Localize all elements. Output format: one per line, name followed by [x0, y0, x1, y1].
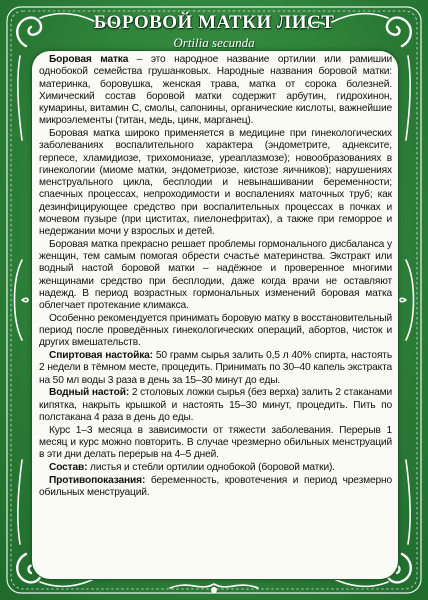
paragraph-lead: Спиртовая настойка:	[49, 350, 153, 361]
paragraph-text: Боровая матка широко применяется в медицине при гинекологических заболеваниях воспалительного характера (эндометрите, аднексите, герпесе, хламидиозе, трихомониазе, уреаплазмозе); новообразованиях в гинекологии (миоме матки, эндометриозе, кистозе яичников); нарушениях менструального цикла, бесплодии и невынашивании беременности; спаечных процессах, непроходимости и воспалениях маточных труб; как дезинфицирующее средство при воспалительных процессах в почках и мочевом пузыре (при циститах, пиелонефритах), а также при геморрое и недержании мочи у взрослых и детей.	[39, 128, 392, 237]
paragraph-text: листья и стебли ортилии однобокой (боровой матки).	[87, 461, 335, 473]
paragraph-composition	[39, 462, 392, 474]
latin-name: Ortilia secunda	[173, 35, 255, 50]
paragraph-text: Боровая матка прекрасно решает проблемы гормонального дисбаланса у женщин, тем самым помогая обрести счастье материнства. Экстракт или водный настой боровой матки – надёжное и проверенное многими женщинами средство при бесплодии, даже когда врачи не оставляют надежд. В период возрастных гормональных изменений боровая матка облегчает протекание климакса.	[39, 238, 392, 311]
paragraph-text: 50 грамм сырья залить 0,5 л 40% спирта, настоять 2 недели в тёмном месте, процедить. Принимать по 30–40 капель экстракта на 50 мл воды 3 раза в день за 15–30 минут до еды.	[39, 350, 392, 386]
paragraph-text: 2 столовых ложки сырья (без верха) залить 2 стаканами кипятка, накрыть крышкой и настоять 15–30 минут, процедить. Пить по полстакана 4 раза в день до еды.	[39, 387, 392, 423]
paragraph-course	[39, 425, 392, 462]
paragraph-lead: Противопоказания:	[49, 474, 146, 486]
paragraph-lead: Боровая матка	[49, 54, 129, 65]
article-body	[39, 54, 392, 500]
paragraph-text: Курс 1–3 месяца в зависимости от тяжести заболевания. Перерыв 1 месяц и курс можно повторить. В случае чрезмерно обильных менструаций в эти дни делать перерыв на 4–5 дней.	[39, 424, 392, 460]
paragraph-lead: Водный настой:	[49, 387, 130, 399]
paragraph-recovery	[39, 313, 392, 350]
paragraph-intro	[39, 54, 392, 128]
paragraph-usage	[39, 128, 392, 238]
paragraph-hormonal	[39, 239, 392, 313]
paragraph-text: – это народное название ортилии или рамишии однобокой семейства грушанковых. Народные названия боровой матки: материнка, боровушка, женская трава, матка от сорока болезней. Химический состав боровой матки содержит арбутин, гидрохинон, кумарины, витамин С, смолы, сапонины, органические кислоты, важнейшие микроэлементы (титан, медь, цинк, марганец).	[39, 54, 392, 127]
paragraph-infusion	[39, 387, 392, 424]
page-title: БОРОВОЙ МАТКИ ЛИСТ	[93, 12, 335, 33]
paragraph-text: Особенно рекомендуется принимать боровую матку в восстановительный период после проведённых гинекологических операций, абортов, чисток и других вмешательств.	[39, 312, 392, 349]
paragraph-text: беременность, кровотечения и период чрезмерно обильных менструаций.	[39, 474, 392, 498]
paragraph-contraindications	[39, 475, 392, 500]
paragraph-tincture	[39, 350, 392, 387]
paragraph-lead: Состав:	[49, 461, 88, 473]
